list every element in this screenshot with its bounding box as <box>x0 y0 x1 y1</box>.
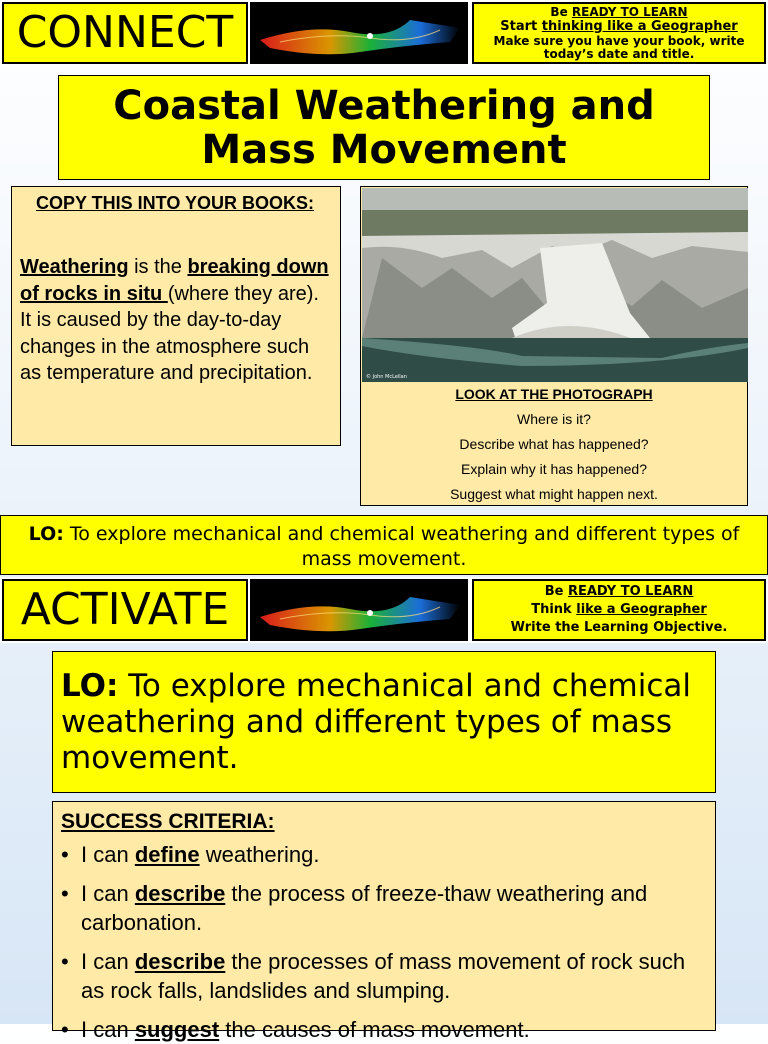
activate-title-box <box>2 579 248 641</box>
photo-question-3: Explain why it has happened? <box>460 461 648 477</box>
activate-note-line3: Write the Learning Objective. <box>510 620 728 635</box>
success-criteria-heading: SUCCESS CRITERIA: <box>61 810 275 833</box>
success-criteria-box <box>52 801 716 1042</box>
connect-title-box <box>2 2 248 64</box>
photo-question-1: Where is it? <box>517 411 591 427</box>
copy-into-books-box <box>11 186 341 446</box>
activate-note-line1: Be READY TO LEARN <box>544 584 694 599</box>
world-lights-graphic <box>250 2 468 64</box>
connect-note-line3: Make sure you have your book, write today’s date and title. <box>493 33 745 61</box>
photo-question-2: Describe what has happened? <box>459 436 649 452</box>
learning-objective-strip: LO: To explore mechanical and chemical weathering and different types of mass movement. <box>0 515 768 575</box>
world-lights-graphic <box>250 579 468 641</box>
connect-note-line1: Be READY TO LEARN <box>550 4 688 19</box>
success-criteria-list <box>61 840 705 1044</box>
connect-title: CONNECT <box>16 7 234 58</box>
connect-note-line2: Start thinking like a Geographer <box>500 18 738 34</box>
photo-credit: © John McLellan <box>366 374 407 380</box>
photo-heading: LOOK AT THE PHOTOGRAPH <box>455 386 653 402</box>
activate-banner-image <box>250 579 468 641</box>
success-criterion: • I can define weathering. <box>61 840 705 869</box>
activate-note-line2: Think like a Geographer <box>531 602 707 617</box>
photo-questions <box>361 382 747 507</box>
success-criterion: • I can describe the processes of mass movement of rock such as rock falls, landslides and slumping. <box>61 947 705 1005</box>
success-criterion: • I can suggest the causes of mass movement. <box>61 1015 705 1044</box>
learning-objective-box: LO: To explore mechanical and chemical weathering and different types of mass movement. <box>52 651 716 793</box>
cliff-collapse-photo <box>362 188 748 382</box>
connect-instructions <box>472 2 766 64</box>
copy-heading: COPY THIS INTO YOUR BOOKS: <box>35 193 315 213</box>
success-criterion: • I can describe the process of freeze-thaw weathering and carbonation. <box>61 879 705 937</box>
weathering-definition: Weathering is the breaking down of rocks in situ (where they are). It is caused by the day-to-day changes in the atmosphere such as temperature and precipitation. <box>20 256 329 384</box>
photograph-box <box>360 186 748 506</box>
activate-title: ACTIVATE <box>20 584 230 635</box>
activate-instructions <box>472 579 766 641</box>
connect-banner-image <box>250 2 468 64</box>
photo-question-4: Suggest what might happen next. <box>450 486 658 502</box>
lesson-title: Coastal Weathering and Mass Movement <box>58 75 710 180</box>
